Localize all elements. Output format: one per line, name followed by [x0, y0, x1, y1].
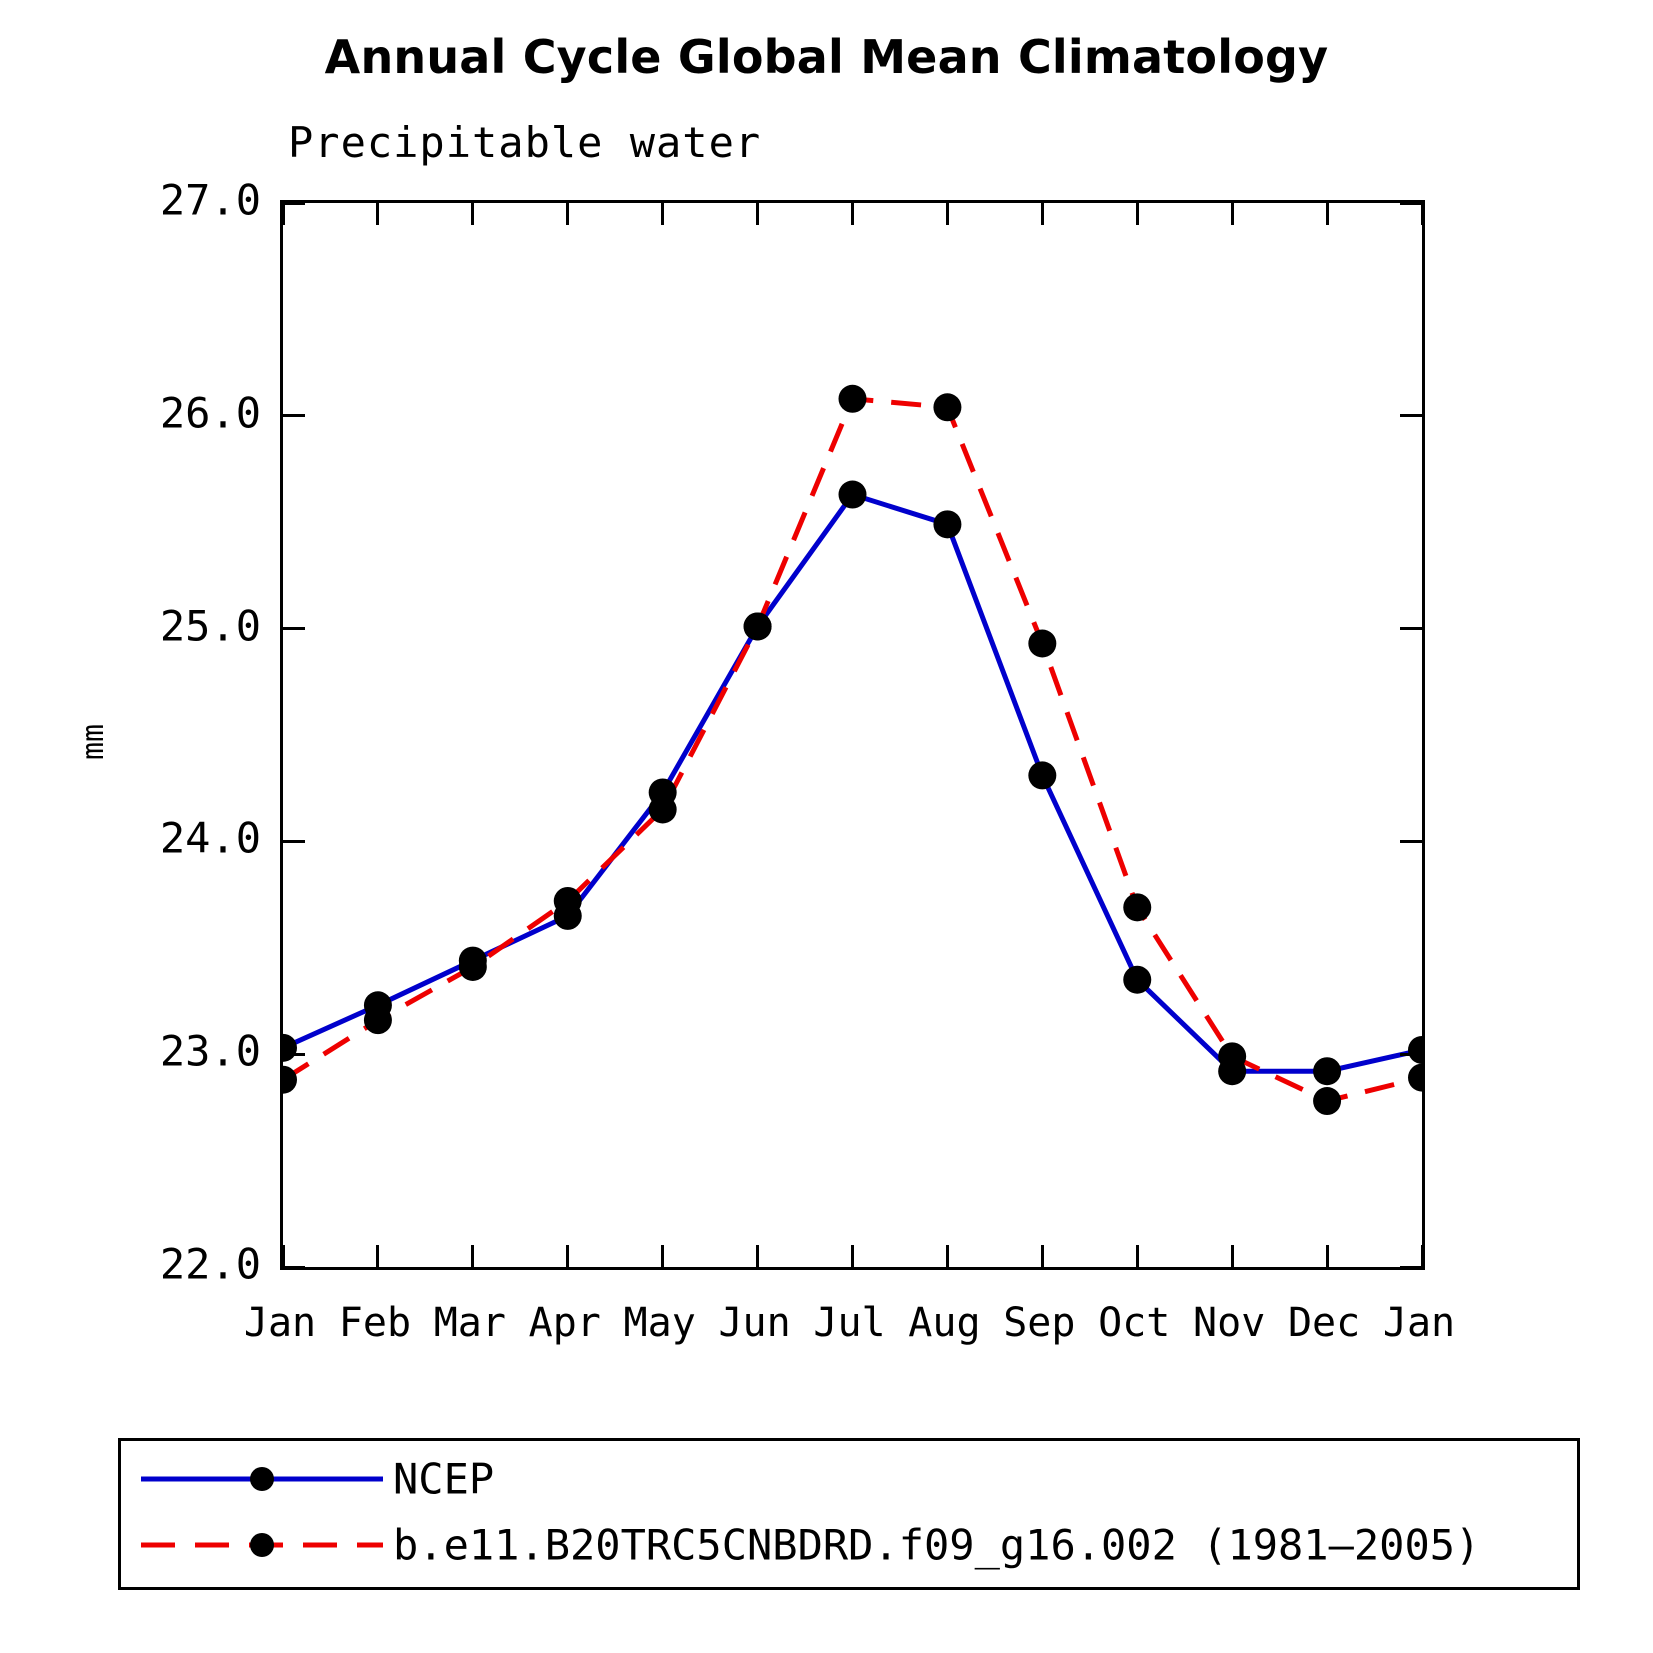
x-axis-label: Mar: [433, 1300, 506, 1346]
data-point-marker: [554, 887, 582, 915]
x-axis-label: Jul: [813, 1300, 886, 1346]
x-tick-bottom: [661, 1245, 664, 1267]
data-point-marker: [364, 1006, 392, 1034]
x-tick-top: [566, 203, 569, 225]
x-axis-label: Feb: [338, 1300, 412, 1346]
plot-area: [280, 200, 1425, 1270]
data-point-marker: [1408, 1036, 1422, 1064]
y-axis-label: 27.0: [159, 175, 261, 225]
y-tick-right: [1400, 414, 1422, 417]
data-point-marker: [933, 393, 961, 421]
x-tick-top: [1041, 203, 1044, 225]
data-point-marker: [283, 1034, 297, 1062]
data-point-marker: [1313, 1057, 1341, 1085]
legend-sample-ncep: [137, 1464, 387, 1494]
x-tick-top: [376, 203, 379, 225]
x-tick-top: [1421, 203, 1424, 225]
y-tick-right: [1400, 1266, 1422, 1269]
x-tick-bottom: [566, 1245, 569, 1267]
x-tick-top: [282, 203, 285, 225]
x-axis-label: Nov: [1193, 1300, 1266, 1346]
y-tick-left: [283, 627, 305, 630]
data-point-marker: [649, 795, 677, 823]
y-tick-right: [1400, 627, 1422, 630]
x-tick-bottom: [1041, 1245, 1044, 1267]
y-tick-right: [1400, 202, 1422, 205]
data-point-marker: [459, 953, 487, 981]
legend-label-model: b.e11.B20TRC5CNBDRD.f09_g16.002 (1981–2005): [393, 1520, 1481, 1570]
x-axis-label: Oct: [1098, 1300, 1171, 1346]
data-point-marker: [839, 385, 867, 413]
x-tick-top: [756, 203, 759, 225]
y-tick-left: [283, 202, 305, 205]
x-axis-label: May: [623, 1300, 696, 1346]
x-axis-label: Jan: [1382, 1300, 1456, 1346]
x-tick-bottom: [282, 1245, 285, 1267]
y-tick-left: [283, 1053, 305, 1056]
legend-label-ncep: NCEP: [393, 1454, 495, 1504]
data-point-marker: [839, 481, 867, 509]
x-tick-bottom: [376, 1245, 379, 1267]
legend-sample-model: [137, 1530, 387, 1560]
x-tick-bottom: [756, 1245, 759, 1267]
data-point-marker: [933, 510, 961, 538]
y-axis-label: 24.0: [159, 813, 261, 863]
x-tick-top: [1326, 203, 1329, 225]
y-axis-label: 25.0: [159, 601, 261, 651]
data-point-marker: [1313, 1087, 1341, 1115]
x-tick-top: [851, 203, 854, 225]
x-axis-label: Dec: [1287, 1300, 1361, 1346]
y-axis-title: mm: [76, 723, 111, 760]
data-point-marker: [1218, 1042, 1246, 1070]
data-point-marker: [1408, 1064, 1422, 1092]
x-axis-label: Aug: [908, 1300, 981, 1346]
data-point-marker: [1028, 761, 1056, 789]
y-axis-label: 22.0: [159, 1239, 261, 1289]
x-axis-label: Jan: [243, 1300, 317, 1346]
y-axis-label: 26.0: [159, 388, 261, 438]
x-tick-top: [661, 203, 664, 225]
legend: [118, 1438, 1580, 1590]
x-tick-bottom: [851, 1245, 854, 1267]
y-tick-left: [283, 840, 305, 843]
x-tick-bottom: [1231, 1245, 1234, 1267]
x-tick-top: [1136, 203, 1139, 225]
data-point-marker: [1123, 893, 1151, 921]
x-axis-label: Jun: [718, 1300, 791, 1346]
x-tick-top: [946, 203, 949, 225]
series-line-0: [283, 495, 1422, 1072]
x-axis-label: Sep: [1003, 1300, 1076, 1346]
x-tick-bottom: [1136, 1245, 1139, 1267]
data-point-marker: [744, 612, 772, 640]
x-tick-bottom: [1421, 1245, 1424, 1267]
chart-title: Annual Cycle Global Mean Climatology: [324, 30, 1329, 84]
y-tick-left: [283, 1266, 305, 1269]
x-tick-top: [1231, 203, 1234, 225]
data-point-marker: [1123, 966, 1151, 994]
y-tick-right: [1400, 840, 1422, 843]
x-axis-label: Apr: [528, 1300, 601, 1346]
x-tick-bottom: [471, 1245, 474, 1267]
x-tick-bottom: [946, 1245, 949, 1267]
chart-subtitle: Precipitable water: [288, 118, 762, 167]
x-tick-bottom: [1326, 1245, 1329, 1267]
y-axis-label: 23.0: [159, 1026, 261, 1076]
x-tick-top: [471, 203, 474, 225]
y-tick-left: [283, 414, 305, 417]
y-tick-right: [1400, 1053, 1422, 1056]
data-point-marker: [1028, 630, 1056, 658]
plot-svg: [283, 203, 1422, 1267]
